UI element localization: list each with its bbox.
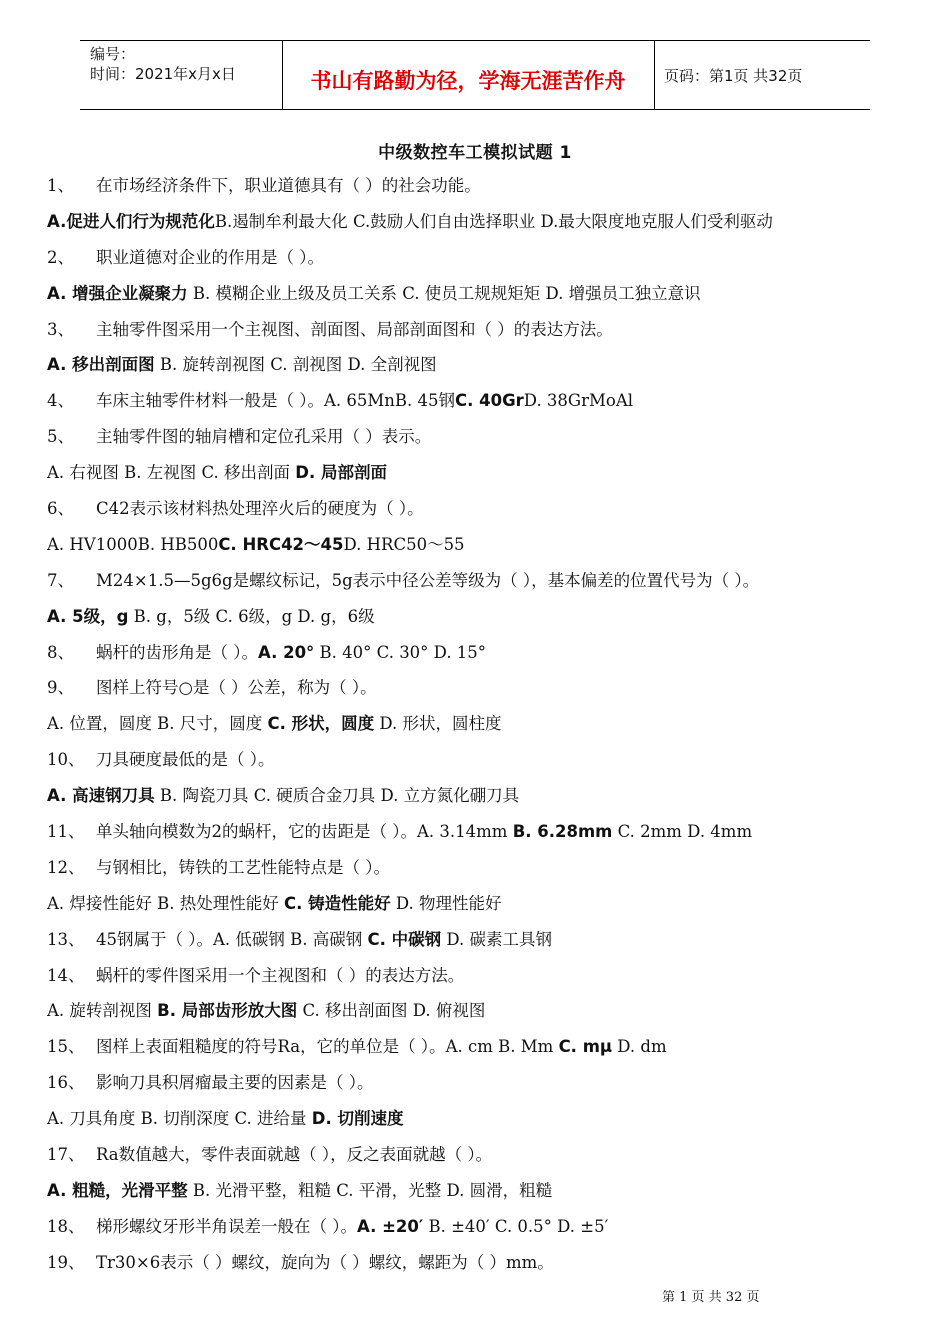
question-text: D. 碳素工具钢	[441, 929, 553, 949]
option-text: B. 旋转剖视图 C. 剖视图 D. 全剖视图	[154, 355, 437, 375]
option-text: A. 位置，圆度 B. 尺寸，圆度	[47, 714, 268, 734]
question-line	[47, 963, 927, 999]
question-line	[47, 568, 927, 604]
correct-answer: D. 切削速度	[311, 1109, 404, 1129]
option-text: A. HV1000B. HB500	[47, 534, 219, 554]
option-text: C. 移出剖面图 D. 俯视图	[297, 1001, 486, 1021]
options-line	[47, 891, 927, 927]
question-text: 蜗杆的零件图采用一个主视图和（ ）的表达方法。	[96, 965, 465, 985]
header-motto-cell	[282, 41, 655, 109]
question-text: B. 40° C. 30° D. 15°	[314, 642, 487, 662]
question-line	[47, 1034, 927, 1070]
correct-answer: A. 增强企业凝聚力	[47, 283, 188, 303]
question-number: 7、	[47, 570, 74, 590]
question-number: 13、	[47, 929, 85, 949]
question-text: 梯形螺纹牙形半角误差一般在（ ）。	[96, 1216, 357, 1236]
option-text: A. 右视图 B. 左视图 C. 移出剖面	[47, 463, 296, 483]
option-text: D. HRC50～55	[343, 534, 465, 554]
question-text: D. dm	[612, 1037, 667, 1057]
question-text: 图样上符号○是（ ）公差，称为（ ）。	[96, 678, 377, 698]
question-number: 14、	[47, 965, 85, 985]
correct-answer: B. 局部齿形放大图	[157, 1001, 298, 1021]
question-number: 4、	[47, 391, 74, 411]
correct-answer: A. 20°	[258, 642, 315, 662]
option-text: B. 光滑平整，粗糙 C. 平滑，光整 D. 圆滑，粗糙	[187, 1180, 553, 1200]
question-line	[47, 388, 927, 424]
options-line	[47, 711, 927, 747]
option-text: B. g，5级 C. 6级，g D. g，6级	[128, 606, 375, 626]
question-number: 11、	[47, 822, 85, 842]
number-label: 编号：	[90, 45, 136, 63]
question-line	[47, 424, 927, 460]
question-text: 刀具硬度最低的是（ ）。	[96, 750, 275, 770]
question-text: C42表示该材料热处理淬火后的硬度为（ ）。	[96, 499, 424, 519]
options-line	[47, 1106, 927, 1142]
question-number: 15、	[47, 1037, 85, 1057]
question-text: 主轴零件图采用一个主视图、剖面图、局部剖面图和（ ）的表达方法。	[96, 319, 613, 339]
question-line	[47, 317, 927, 353]
options-line	[47, 281, 927, 317]
question-text: 主轴零件图的轴肩槽和定位孔采用（ ）表示。	[96, 427, 432, 447]
correct-answer: C. 40Gr	[455, 391, 524, 411]
question-text: 职业道德对企业的作用是（ ）。	[96, 247, 324, 267]
question-number: 18、	[47, 1216, 85, 1236]
question-number: 3、	[47, 319, 74, 339]
question-text: M24×1.5—5g6g是螺纹标记，5g表示中径公差等级为（ ），基本偏差的位置代号为（ ）。	[96, 570, 760, 590]
correct-answer: A. 移出剖面图	[47, 355, 155, 375]
question-line	[47, 1070, 927, 1106]
question-text: 单头轴向模数为2的蜗杆，它的齿距是（ ）。A. 3.14mm	[96, 822, 513, 842]
question-line	[47, 747, 927, 783]
correct-answer: C. 铸造性能好	[284, 893, 391, 913]
question-number: 8、	[47, 642, 74, 662]
question-text: D. 38GrMoAl	[523, 391, 634, 411]
question-line	[47, 1142, 927, 1178]
question-list	[47, 173, 927, 1286]
correct-answer: A. 5级，g	[47, 606, 129, 626]
question-text: Ra数值越大，零件表面就越（ ），反之表面就越（ ）。	[96, 1145, 493, 1165]
question-line	[47, 819, 927, 855]
question-text: 车床主轴零件材料一般是（ ）。A. 65MnB. 45钢	[96, 391, 456, 411]
correct-answer: C. HRC42～45	[218, 534, 344, 554]
correct-answer: C. mμ	[558, 1037, 613, 1057]
question-text: 在市场经济条件下，职业道德具有（ ）的社会功能。	[96, 176, 481, 195]
page-footer: 第 1 页 共 32 页	[662, 1290, 760, 1305]
option-text: B.遏制牟利最大化 C.鼓励人们自由选择职业 D.最大限度地克服人们受利驱动	[214, 211, 773, 231]
option-text: A. 刀具角度 B. 切削深度 C. 进给量	[47, 1109, 312, 1129]
question-number: 5、	[47, 427, 74, 447]
question-number: 6、	[47, 499, 74, 519]
option-text: B. 模糊企业上级及员工关系 C. 使员工规规矩矩 D. 增强员工独立意识	[187, 283, 701, 303]
options-line	[47, 209, 927, 245]
page-title: 中级数控车工模拟试题 1	[378, 143, 572, 163]
question-number: 16、	[47, 1073, 85, 1093]
options-line	[47, 460, 927, 496]
question-text: 蜗杆的齿形角是（ ）。	[96, 642, 258, 662]
correct-answer: A. 高速钢刀具	[47, 786, 155, 806]
option-text: D. 形状，圆柱度	[374, 714, 502, 734]
options-line	[47, 532, 927, 568]
correct-answer: A. ±20′	[357, 1216, 424, 1236]
correct-answer: C. 形状，圆度	[267, 714, 375, 734]
question-text: 影响刀具积屑瘤最主要的因素是（ ）。	[96, 1073, 374, 1093]
options-line	[47, 998, 927, 1034]
question-number: 12、	[47, 857, 85, 877]
question-number: 19、	[47, 1252, 85, 1272]
correct-answer: D. 局部剖面	[295, 463, 388, 483]
question-line	[47, 245, 927, 281]
question-text: B. ±40′ C. 0.5° D. ±5′	[423, 1216, 609, 1236]
question-line	[47, 1214, 927, 1250]
question-line	[47, 855, 927, 891]
time-label: 时间：2021年x月x日	[90, 65, 236, 83]
question-line	[47, 640, 927, 676]
question-text: C. 2mm D. 4mm	[612, 822, 753, 842]
options-line	[47, 783, 927, 819]
option-text: A. 焊接性能好 B. 热处理性能好	[47, 893, 285, 913]
options-line	[47, 1178, 927, 1214]
page-header	[80, 40, 870, 110]
question-text: 图样上表面粗糙度的符号Ra，它的单位是（ ）。A. cm B. Mm	[96, 1037, 559, 1057]
correct-answer: B. 6.28mm	[512, 822, 613, 842]
question-line	[47, 675, 927, 711]
header-page-cell	[654, 41, 870, 109]
options-line	[47, 352, 927, 388]
question-number: 10、	[47, 750, 85, 770]
option-text: B. 陶瓷刀具 C. 硬质合金刀具 D. 立方氮化硼刀具	[154, 786, 520, 806]
question-number: 1、	[47, 176, 74, 195]
header-left-cell	[80, 41, 283, 109]
question-number: 9、	[47, 678, 74, 698]
correct-answer: A.促进人们行为规范化	[47, 211, 215, 231]
header-page-code: 页码：第1页 共32页	[664, 67, 803, 85]
question-line	[47, 173, 927, 209]
question-number: 2、	[47, 247, 74, 267]
correct-answer: A. 粗糙，光滑平整	[47, 1180, 188, 1200]
question-text: 45钢属于（ ）。A. 低碳钢 B. 高碳钢	[96, 929, 368, 949]
options-line	[47, 604, 927, 640]
header-motto: 书山有路勤为径，学海无涯苦作舟	[310, 69, 626, 93]
question-number: 17、	[47, 1145, 85, 1165]
question-line	[47, 927, 927, 963]
option-text: A. 旋转剖视图	[47, 1001, 158, 1021]
question-line	[47, 496, 927, 532]
question-text: 与钢相比，铸铁的工艺性能特点是（ ）。	[96, 857, 390, 877]
question-line	[47, 1250, 927, 1286]
question-text: Tr30×6表示（ ）螺纹，旋向为（ ）螺纹，螺距为（ ）mm。	[96, 1252, 554, 1272]
option-text: D. 物理性能好	[390, 893, 502, 913]
correct-answer: C. 中碳钢	[367, 929, 442, 949]
